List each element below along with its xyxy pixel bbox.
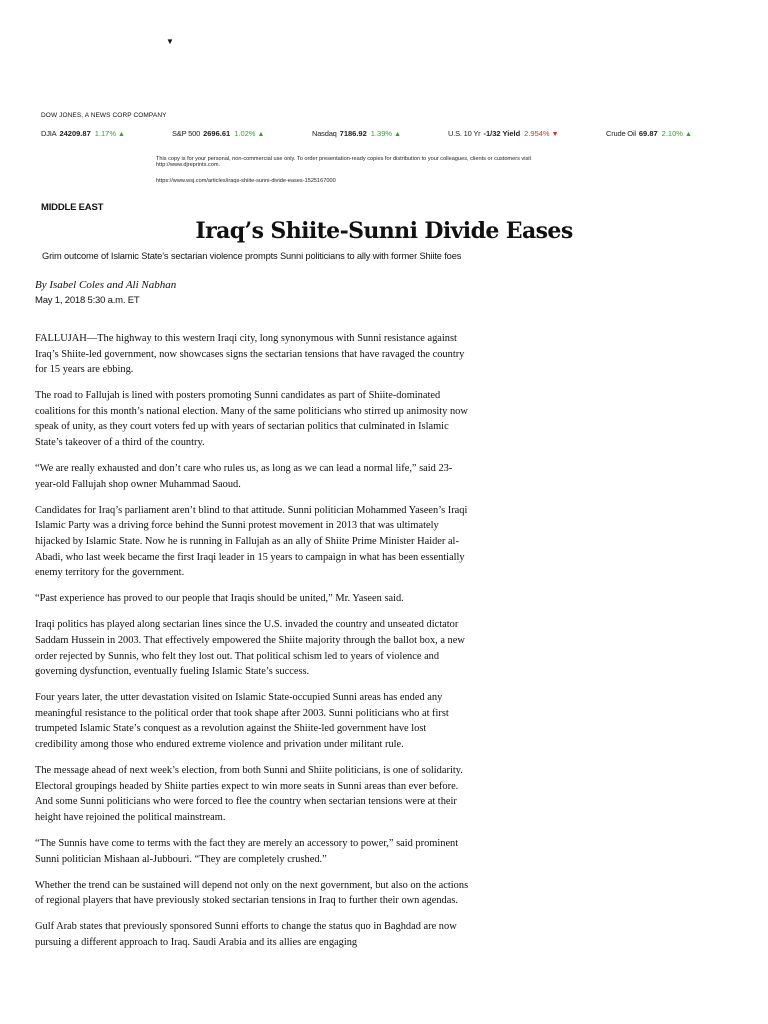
body-paragraph: “The Sunnis have come to terms with the fact they are merely an accessory to power,” said prominent Sunni politician Mishaan al-Jubbouri. “They are completely crushed.” (35, 838, 459, 865)
down-arrow-icon: ▼ (551, 131, 559, 138)
ticker-value: 24209.87 (59, 129, 91, 138)
ticker-djia[interactable] (41, 129, 125, 138)
up-arrow-icon: ▲ (394, 131, 401, 138)
ticker-value: 7186.92 (339, 129, 367, 138)
up-arrow-icon: ▲ (118, 131, 125, 138)
article-date: May 1, 2018 5:30 a.m. ET (35, 295, 140, 306)
ticker-sp500[interactable] (172, 129, 264, 138)
ticker-change: 1.39% (370, 129, 393, 138)
ticker-value: -1/32 Yield (483, 129, 521, 138)
section-label[interactable]: MIDDLE EAST (41, 202, 104, 213)
ticker-change: 1.17% (94, 129, 117, 138)
body-paragraph: Whether the trend can be sustained will depend not only on the next government, but also on the actions of regional players that have previously stoked sectarian tensions in Iraq to further their own agendas. (35, 879, 469, 907)
reprint-notice: This copy is for your personal, non-commercial use only. To order presentation-ready copies for distribution to your colleagues, clients or customers visit http://www.djreprints.com. (156, 156, 532, 169)
body-paragraph: The message ahead of next week’s election, from both Sunni and Shiite politicians, is one of solidarity. Electoral groupings headed by Shiite parties expect to win more seats in Sunni areas than ever before. And some Sunni politicians who were forced to flee the country when sectarian tensions were at their height have rejoined the political mainstream. (35, 765, 463, 823)
ticker-name: U.S. 10 Yr (448, 129, 481, 138)
body-paragraph: The road to Fallujah is lined with posters promoting Sunni candidates as part of Shiite-dominated coalitions for this month’s national election. Many of the same politicians who stirred up animosity now speak of unity, as they court voters fed up with years of sectarian politics that culminated in Islamic State’s takeover of a third of the country. (35, 390, 468, 449)
body-paragraph: Iraqi politics has played along sectarian lines since the U.S. invaded the country and unseated dictator Saddam Hussein in 2003. That effectively empowered the Shiite majority through the ballot box, a new order rejected by Sunnis, who felt they lost out. That political schism led to years of violence and governing dysfunction, eventually fueling Islamic State’s success. (35, 619, 465, 678)
body-paragraph: “We are really exhausted and don’t care who rules us, as long as we can lead a normal life,” said 23-year-old Fallujah shop owner Muhammad Saoud. (35, 463, 453, 490)
up-arrow-icon: ▲ (684, 131, 692, 138)
ticker-us-10yr[interactable] (448, 129, 559, 138)
ticker-value: 69.87 (638, 129, 658, 138)
ticker-name: Nasdaq (312, 129, 337, 138)
ticker-value: 2696.61 (203, 129, 231, 138)
ticker-name: S&P 500 (172, 129, 201, 138)
body-paragraph: Candidates for Iraq’s parliament aren’t blind to that attitude. Sunni politician Mohammed Yaseen’s Iraqi Islamic Party was a driving force behind the Sunni protest movement in 2013 that was ultimately hijacked by Islamic State. Now he is running in Fallujah as an ally of Shiite Prime Minister Haider al-Abadi, who last week became the first Iraqi leader in 15 years to campaign in what has been essentially enemy territory for the government. (35, 504, 468, 579)
body-paragraph: Gulf Arab states that previously sponsored Sunni efforts to change the status quo in Baghdad are now pursuing a different approach to Iraq. Saudi Arabia and its allies are engaging (35, 921, 457, 948)
article-body (35, 331, 471, 961)
ticker-change: 2.954% (524, 129, 550, 138)
ticker-change: 1.02% (234, 129, 256, 138)
article-url[interactable]: https://www.wsj.com/articles/iraqs-shiite-sunni-divide-eases-1525167000 (156, 178, 336, 184)
ticker-change: 2.10% (661, 129, 683, 138)
body-paragraph: “Past experience has proved to our people that Iraqis should be united,” Mr. Yaseen said. (35, 593, 404, 605)
article-dek: Grim outcome of Islamic State’s sectarian violence prompts Sunni politicians to ally with former Shiite foes (42, 251, 462, 261)
ticker-crude-oil[interactable] (606, 129, 692, 138)
body-paragraph: FALLUJAH—The highway to this western Iraqi city, long synonymous with Sunni resistance against Iraq’s Shiite-led government, now showcases signs the sectarian tensions that have ravaged the country for 15 years are ebbing. (35, 333, 465, 376)
article-byline: By Isabel Coles and Ali Nabhan (35, 279, 177, 291)
company-tagline: DOW JONES, A NEWS CORP COMPANY (41, 112, 167, 119)
body-paragraph: Four years later, the utter devastation visited on Islamic State-occupied Sunni areas has ended any meaningful resistance to the political order that took shape after 2003. Sunni politicians who at first trumpeted Islamic State’s conquest as a revolution against the Shiite-led government have lost credibility among those who endured extreme violence and privation under militant rule. (35, 692, 449, 751)
article-headline: Iraq’s Shiite-Sunni Divide Eases (195, 218, 573, 244)
ticker-nasdaq[interactable] (312, 129, 401, 138)
ticker-name: DJIA (41, 129, 57, 138)
up-arrow-icon: ▲ (257, 131, 265, 138)
caret-down-icon[interactable]: ▼ (166, 37, 174, 46)
ticker-name: Crude Oil (606, 129, 636, 138)
